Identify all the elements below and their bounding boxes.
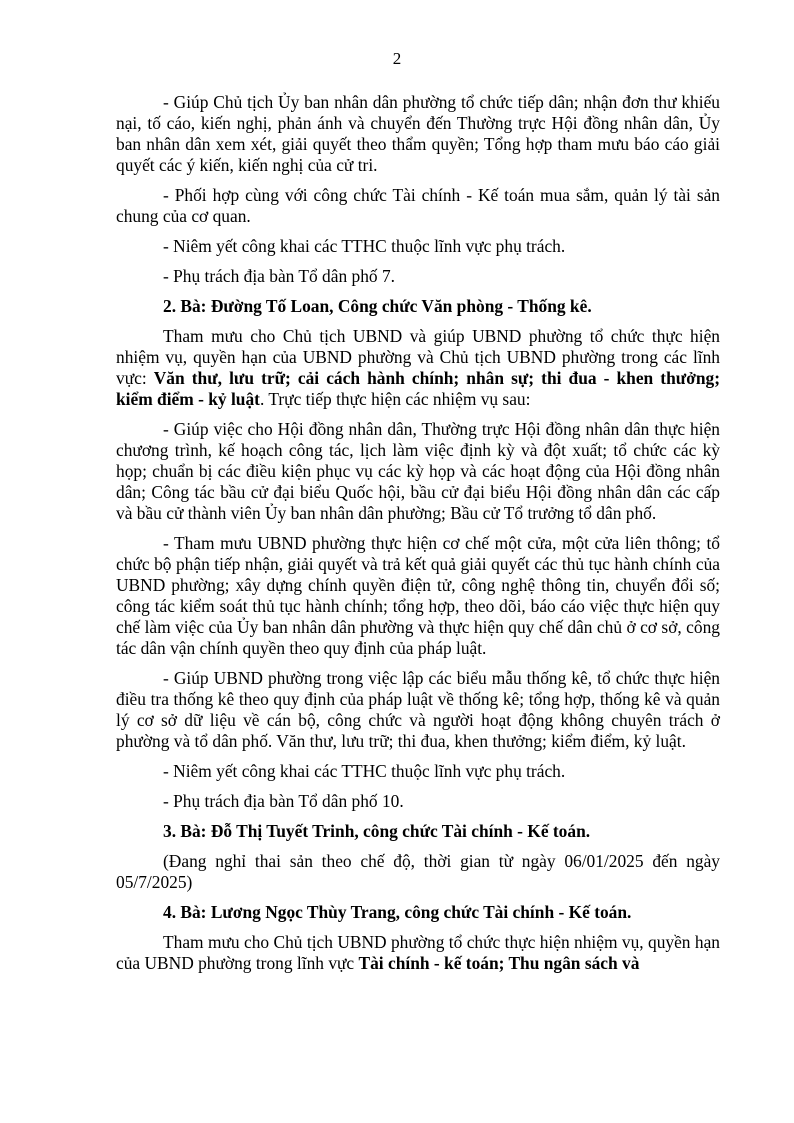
document-body bbox=[116, 92, 720, 983]
paragraph: - Giúp việc cho Hội đồng nhân dân, Thường trực Hội đồng nhân dân thực hiện chương trình, kế hoạch công tác, lịch làm việc định kỳ và đột xuất; tổ chức các kỳ họp; chuẩn bị các điều kiện phục vụ các kỳ họp và các hoạt động của Hội đồng nhân dân; Công tác bầu cử đại biểu Quốc hội, bầu cử đại biểu Hội đồng nhân dân các cấp và bầu cử thành viên Ủy ban nhân dân phường; Bầu cử Tổ trưởng tổ dân phố. bbox=[116, 419, 720, 523]
paragraph-bold-text: Tài chính - kế toán; Thu ngân sách và bbox=[358, 953, 640, 973]
paragraph-text: . Trực tiếp thực hiện các nhiệm vụ sau: bbox=[259, 389, 531, 409]
paragraph-text: Tham mưu cho Chủ tịch UBND và giúp UBND phường tổ chức thực hiện nhiệm vụ, quyền hạn của UBND phường và Chủ tịch UBND phường trong các lĩnh vực: bbox=[116, 326, 720, 388]
section-heading: 2. Bà: Đường Tố Loan, Công chức Văn phòng - Thống kê. bbox=[163, 296, 592, 316]
paragraph bbox=[116, 326, 720, 410]
paragraph: - Giúp Chủ tịch Ủy ban nhân dân phường tổ chức tiếp dân; nhận đơn thư khiếu nại, tố cáo, kiến nghị, phản ánh và chuyển đến Thường trực Hội đồng nhân dân, Ủy ban nhân dân xem xét, giải quyết theo thẩm quyền; Tổng hợp tham mưu báo cáo giải quyết các ý kiến, kiến nghị của cử tri. bbox=[116, 92, 720, 175]
paragraph: - Tham mưu UBND phường thực hiện cơ chế một cửa, một cửa liên thông; tổ chức bộ phận tiếp nhận, giải quyết và trả kết quả giải quyết các thủ tục hành chính của UBND phường; xây dựng chính quyền điện tử, công nghệ thông tin, chuyển đổi số; công tác kiểm soát thủ tục hành chính; tổng hợp, theo dõi, báo cáo việc thực hiện quy chế làm việc của Ủy ban nhân dân phường và thực hiện quy chế dân chủ ở cơ sở, công tác dân vận chính quyền theo quy định của pháp luật. bbox=[116, 533, 720, 658]
page-number: 2 bbox=[392, 49, 402, 68]
paragraph: - Giúp UBND phường trong việc lập các biểu mẫu thống kê, tổ chức thực hiện điều tra thống kê theo quy định của pháp luật về thống kê; tổng hợp, thống kê và quản lý cơ sở dữ liệu về cán bộ, công chức và người hoạt động không chuyên trách ở phường và tổ dân phố. Văn thư, lưu trữ; thi đua, khen thưởng; kiểm điểm, kỷ luật. bbox=[116, 668, 720, 751]
paragraph bbox=[116, 932, 720, 974]
paragraph: (Đang nghỉ thai sản theo chế độ, thời gian từ ngày 06/01/2025 đến ngày 05/7/2025) bbox=[116, 851, 720, 892]
paragraph: - Phụ trách địa bàn Tổ dân phố 10. bbox=[163, 791, 404, 811]
paragraph: - Phụ trách địa bàn Tổ dân phố 7. bbox=[163, 266, 395, 286]
paragraph-text: Tham mưu cho Chủ tịch UBND phường tổ chức thực hiện nhiệm vụ, quyền hạn của UBND phường trong lĩnh vực bbox=[116, 932, 720, 973]
paragraph: - Niêm yết công khai các TTHC thuộc lĩnh vực phụ trách. bbox=[163, 236, 566, 256]
section-heading: 3. Bà: Đỗ Thị Tuyết Trinh, công chức Tài chính - Kế toán. bbox=[163, 821, 591, 841]
paragraph-bold-text: Văn thư, lưu trữ; cải cách hành chính; nhân sự; thi đua - khen thưởng; kiểm điểm - kỷ luật bbox=[116, 368, 720, 409]
paragraph: - Phối hợp cùng với công chức Tài chính - Kế toán mua sắm, quản lý tài sản chung của cơ quan. bbox=[116, 185, 720, 226]
paragraph: - Niêm yết công khai các TTHC thuộc lĩnh vực phụ trách. bbox=[163, 761, 566, 781]
section-heading: 4. Bà: Lương Ngọc Thùy Trang, công chức Tài chính - Kế toán. bbox=[163, 902, 632, 922]
